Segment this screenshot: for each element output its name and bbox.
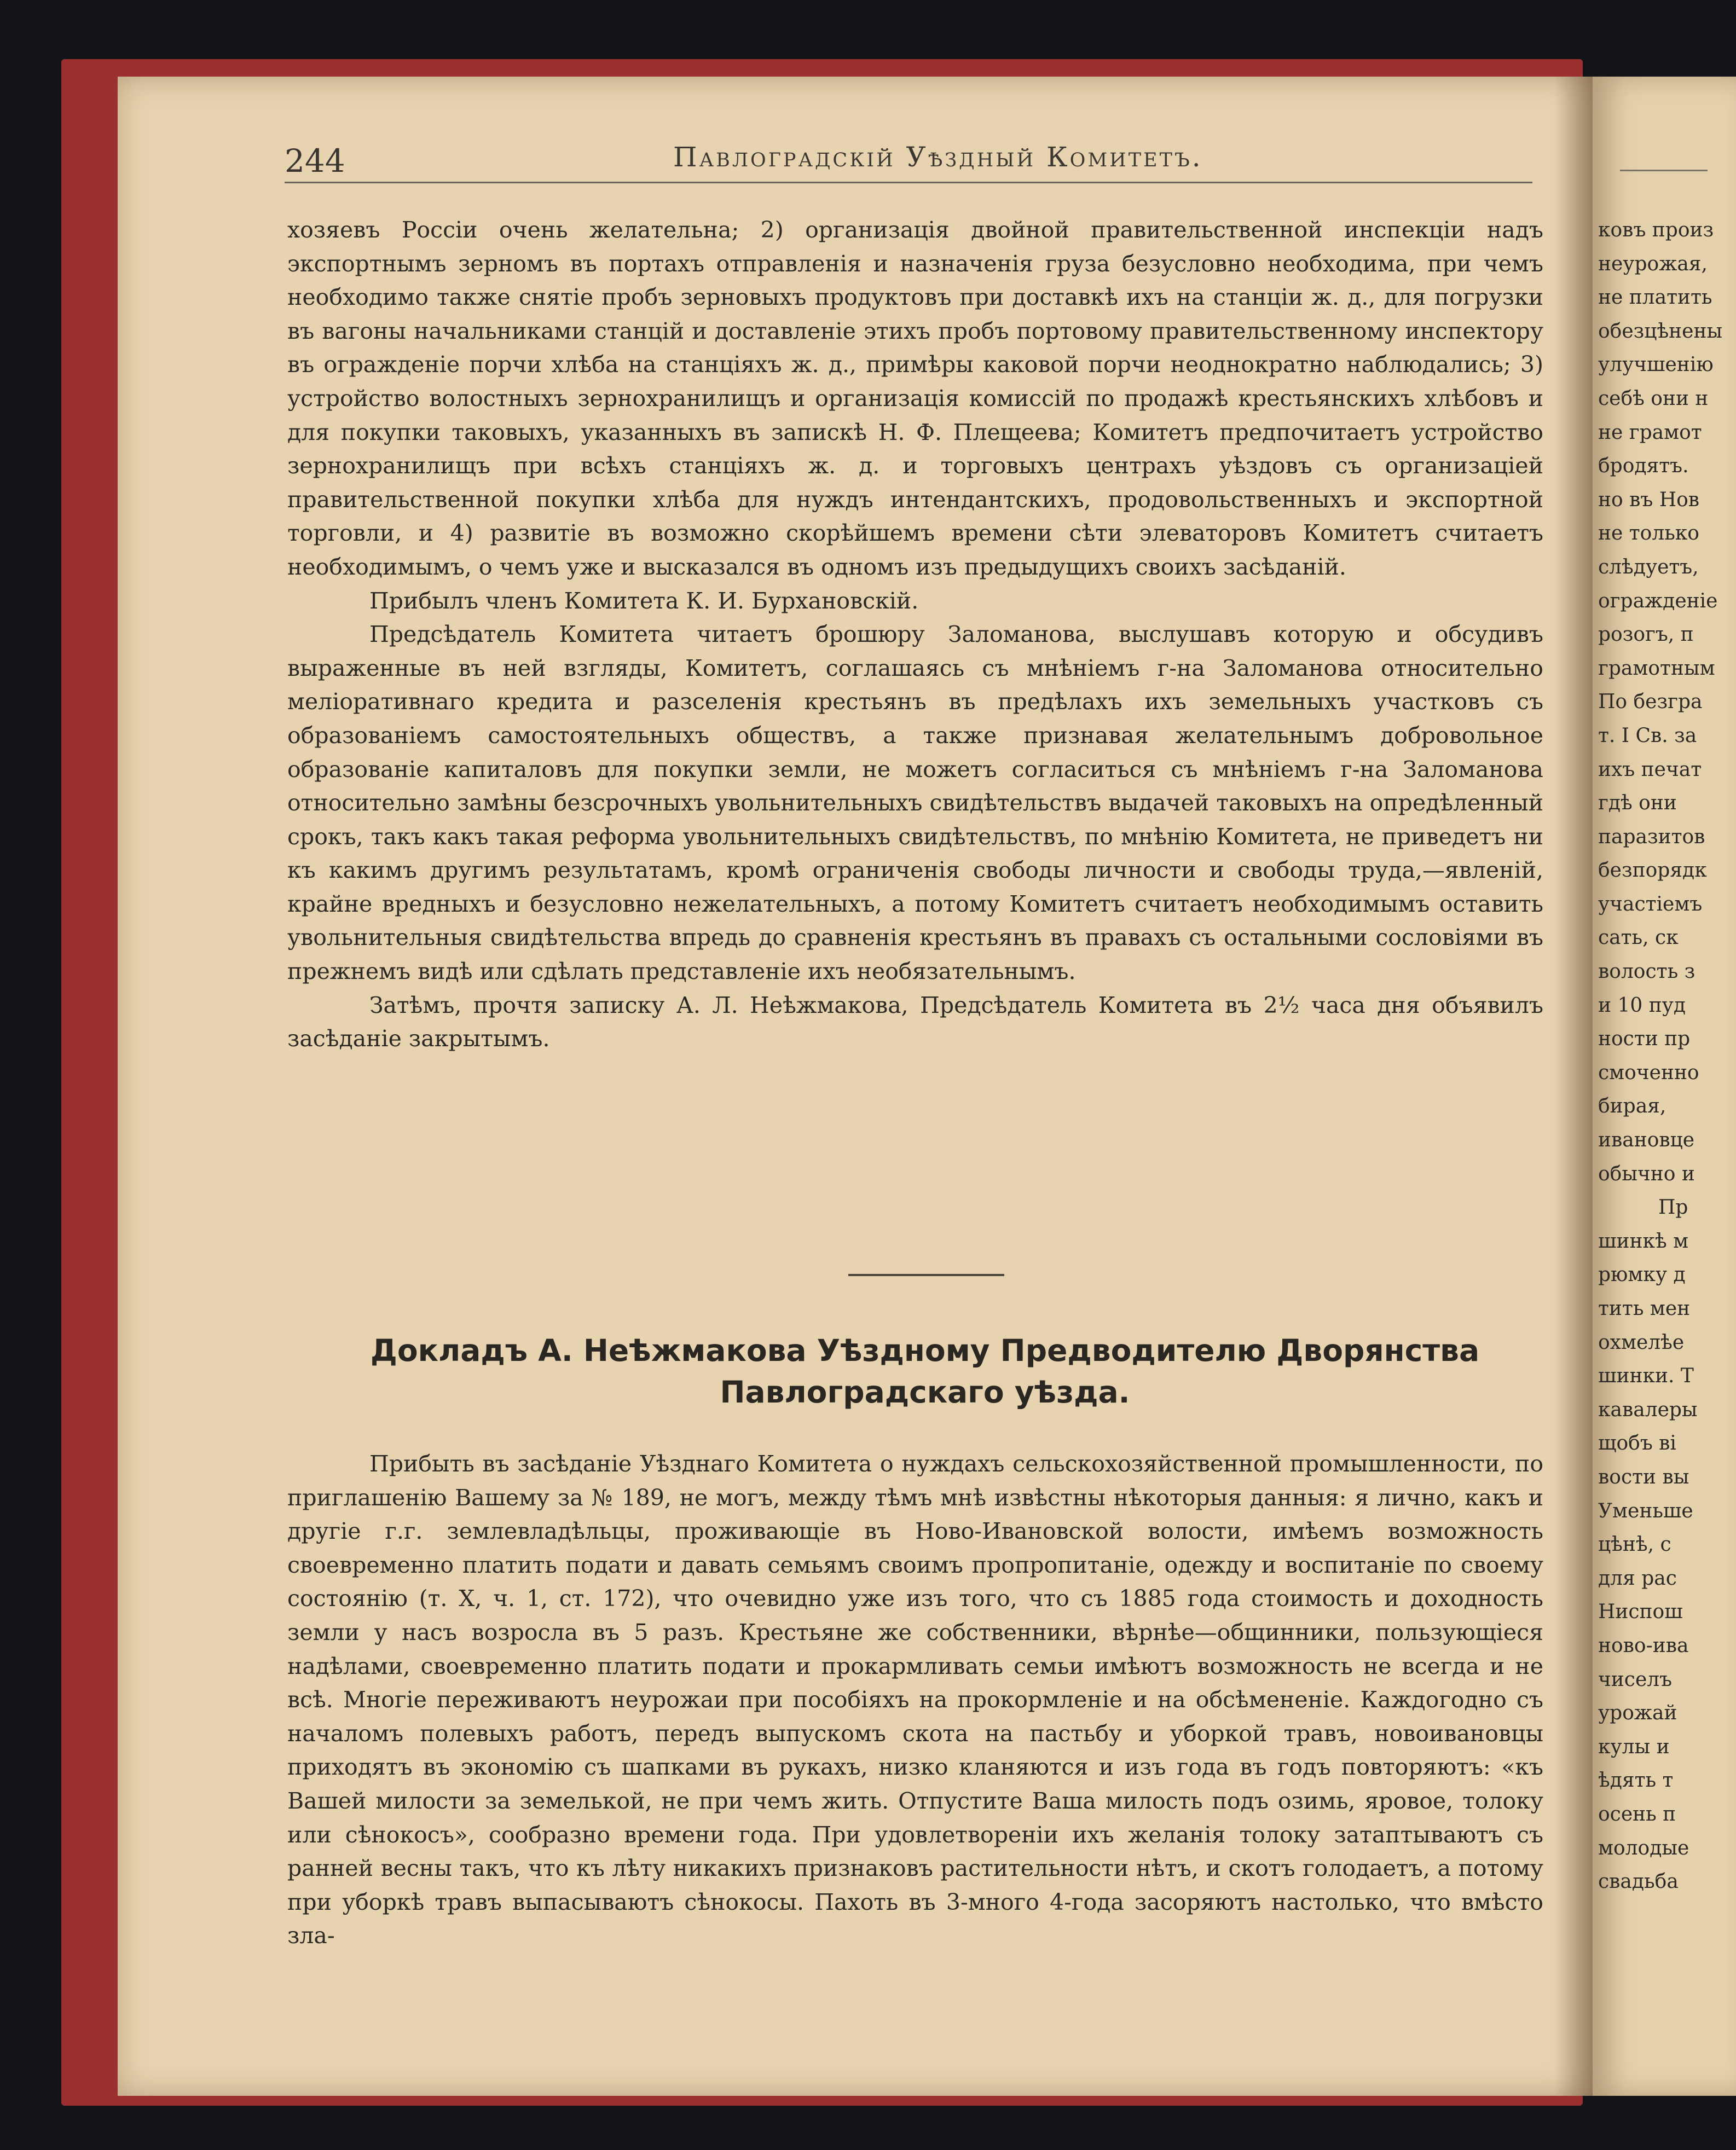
facing-page-line: обычно и bbox=[1598, 1162, 1695, 1185]
report-text bbox=[287, 1447, 1543, 1953]
facing-page-line: шинкѣ м bbox=[1598, 1230, 1689, 1253]
facing-page-line: осень п bbox=[1598, 1803, 1676, 1826]
facing-page-line: улучшенію bbox=[1598, 353, 1714, 376]
facing-page-line: свадьба bbox=[1598, 1870, 1679, 1893]
facing-page-line: но въ Нов bbox=[1598, 488, 1700, 511]
facing-page-line: безпорядк bbox=[1598, 859, 1707, 882]
facing-page-line: не платить bbox=[1598, 286, 1712, 309]
book-gutter bbox=[1554, 77, 1598, 2096]
facing-page-line: чиселъ bbox=[1598, 1668, 1673, 1691]
facing-page-line: и 10 пуд bbox=[1598, 994, 1686, 1017]
facing-page-line: тить мен bbox=[1598, 1297, 1691, 1320]
facing-page-line: вости вы bbox=[1598, 1465, 1689, 1488]
facing-page-line: смоченно bbox=[1598, 1061, 1699, 1084]
report-title-line: Докладъ А. Неѣжмакова Уѣздному Предводителю Дворянства bbox=[370, 1333, 1480, 1368]
paragraph: Прибыть въ засѣданіе Уѣзднаго Комитета о нуждахъ сельскохозяйственной промышленности, по приглашенію Вашему за № 189, не могъ, между тѣмъ мнѣ извѣстны нѣкоторыя данныя: я лично, какъ и другіе г.г. землевладѣльцы, проживающіе въ Ново-Ивановской волости, имѣемъ возможность своевременно платить подати и давать семьямъ своимъ пропропитаніе, одежду и воспитаніе по своему состоянію (т. X, ч. 1, ст. 172), что очевидно уже изъ того, что съ 1885 года стоимость и доходность земли у насъ возросла въ 5 разъ. Крестьяне же собственники, вѣрнѣе—общинники, пользующіеся надѣлами, своевременно платить подати и прокармливать семьи имѣютъ возможность не всегда и не всѣ. Многіе переживаютъ неурожаи при пособіяхъ на прокормленіе и на обсѣмененіе. Каждогодно съ началомъ полевыхъ работъ, передъ выпускомъ скота на пастьбу и уборкой травъ, новоивановцы приходятъ въ экономію съ шапками въ рукахъ, низко кланяются и изъ года въ годъ повторяютъ: «къ Вашей милости за земелькой, не при чемъ жить. Отпустите Ваша милость подъ озимь, яровое, толоку или сѣнокосъ», сообразно времени года. При удовлетвореніи ихъ желанія толоку затаптываютъ съ ранней весны такъ, что къ лѣту никакихъ признаковъ растительности нѣтъ, и скотъ голодаетъ, а потому при уборкѣ травъ выпасываютъ сѣнокосы. Пахоть въ 3-много 4-года засоряютъ настолько, что вмѣсто зла- bbox=[287, 1451, 1543, 1949]
facing-page-line: себѣ они н bbox=[1598, 387, 1709, 410]
facing-page-line: волость з bbox=[1598, 960, 1696, 983]
facing-page-line: огражденіе bbox=[1598, 589, 1718, 612]
facing-page-line: бирая, bbox=[1598, 1095, 1666, 1118]
paragraph: Предсѣдатель Комитета читаетъ брошюру Заломанова, выслушавъ которую и обсудивъ выраженные въ ней взгляды, Комитетъ, соглашаясь съ мнѣніемъ г-на Заломанова относительно меліоративнаго кредита и разселенія крестьянъ въ предѣлахъ ихъ земельныхъ участковъ съ образованіемъ самостоятельныхъ обществъ, а также признавая желательнымъ добровольное образованіе капиталовъ для покупки земли, не можетъ согласиться съ мнѣніемъ г-на Заломанова относительно замѣны безсрочныхъ увольнительныхъ свидѣтельствъ выдачей таковыхъ на опредѣленный срокъ, такъ какъ такая реформа увольнительныхъ свидѣтельствъ, по мнѣнію Комитета, не приведетъ ни къ какимъ другимъ результатамъ, кромѣ ограниченія свободы личности и свободы труда,—явленій, крайне вредныхъ и безусловно нежелательныхъ, а потому Комитетъ считаетъ необходимымъ оставить увольнительныя свидѣтельства впредь до сравненія крестьянъ въ правахъ съ остальными сословіями въ прежнемъ видѣ или сдѣлать представленіе ихъ необязательнымъ. bbox=[287, 621, 1543, 985]
facing-page-line: бродятъ. bbox=[1598, 455, 1689, 478]
facing-page-line: ѣдять т bbox=[1598, 1769, 1674, 1792]
facing-page-text bbox=[1598, 213, 1736, 1899]
facing-page-line: не грамот bbox=[1598, 421, 1702, 444]
facing-page-line: охмелѣе bbox=[1598, 1331, 1685, 1354]
facing-page-line: т. I Св. за bbox=[1598, 724, 1697, 747]
minutes-text bbox=[287, 213, 1543, 1056]
section-separator bbox=[848, 1274, 1004, 1276]
facing-page-line: ново-ива bbox=[1598, 1634, 1689, 1657]
facing-page-line: участіемъ bbox=[1598, 893, 1703, 915]
facing-page-line: молодые bbox=[1598, 1836, 1689, 1859]
facing-page-line: кавалеры bbox=[1598, 1398, 1698, 1421]
facing-page-line: розогъ, п bbox=[1598, 623, 1694, 646]
page-header bbox=[285, 131, 1532, 181]
facing-page-line: сать, ск bbox=[1598, 926, 1679, 949]
facing-page-line: кулы и bbox=[1598, 1735, 1670, 1758]
paragraph: хозяевъ Россіи очень желательна; 2) организація двойной правительственной инспекціи надъ экспортнымъ зерномъ въ портахъ отправленія и назначенія груза безусловно необходима, при чемъ необходимо также снятіе пробъ зерновыхъ продуктовъ при доставкѣ ихъ на станціи ж. д., для погрузки въ вагоны начальниками станцій и доставленіе этихъ пробъ портовому правительственному инспектору въ огражденіе порчи хлѣба на станціяхъ ж. д., примѣры каковой порчи неоднократно наблюдались; 3) устройство волостныхъ зернохранилищъ и организація комиссій по продажѣ крестьянскихъ хлѣбовъ и для покупки таковыхъ, указанныхъ въ запискѣ Н. Ф. Плещеева; Комитетъ предпочитаетъ устройство зернохранилищъ при всѣхъ станціяхъ ж. д. и торговыхъ центрахъ уѣздовъ съ организаціей правительственной покупки хлѣба для нуждъ интендантскихъ, продовольственныхъ и экспортной торговли, и 4) развитіе въ возможно скорѣйшемъ времени сѣти элеваторовъ Комитетъ считаетъ необходимымъ, о чемъ уже и высказался въ одномъ изъ предыдущихъ своихъ засѣданій. bbox=[287, 217, 1543, 580]
facing-page-line: для рас bbox=[1598, 1567, 1677, 1590]
running-title: Павлоградскій Уѣздный Комитетъ. bbox=[673, 141, 1203, 173]
facing-page-line: паразитов bbox=[1598, 825, 1705, 848]
facing-page-line: ковъ произ bbox=[1598, 219, 1714, 241]
facing-page-line: рюмку д bbox=[1598, 1264, 1686, 1286]
facing-page-line: щобъ ві bbox=[1598, 1432, 1676, 1455]
paragraph: Затѣмъ, прочтя записку А. Л. Неѣжмакова, Предсѣдатель Комитета въ 2½ часа дня объявилъ засѣданіе закрытымъ. bbox=[287, 992, 1543, 1052]
facing-page-line: обезцѣнены bbox=[1598, 320, 1723, 343]
facing-page-line: Уменьше bbox=[1598, 1499, 1693, 1522]
facing-page-line: Ниспош bbox=[1598, 1601, 1683, 1624]
report-title-line: Павлоградскаго уѣзда. bbox=[720, 1375, 1130, 1410]
facing-page-header-rule bbox=[1620, 170, 1708, 171]
facing-page-line: ности пр bbox=[1598, 1028, 1691, 1051]
paragraph: Прибылъ членъ Комитета К. И. Бурхановскій. bbox=[369, 587, 919, 614]
facing-page-line: урожай bbox=[1598, 1702, 1677, 1725]
header-rule bbox=[285, 182, 1532, 183]
facing-page-line: гдѣ они bbox=[1598, 792, 1677, 815]
page-number: 244 bbox=[285, 142, 345, 179]
facing-page-line: шинки. Т bbox=[1598, 1365, 1694, 1388]
report-title bbox=[296, 1330, 1554, 1413]
facing-page-line: не только bbox=[1598, 522, 1699, 545]
facing-page-line: По безгра bbox=[1598, 691, 1703, 714]
facing-page-line: неурожая, bbox=[1598, 252, 1708, 275]
facing-page-line: цѣнѣ, с bbox=[1598, 1533, 1671, 1556]
facing-page-line: грамотным bbox=[1598, 657, 1715, 680]
facing-page-line: ихъ печат bbox=[1598, 758, 1702, 781]
facing-page-line: Пр bbox=[1658, 1196, 1688, 1219]
facing-page-line: ивановце bbox=[1598, 1129, 1695, 1152]
facing-page-line: слѣдуетъ, bbox=[1598, 555, 1699, 578]
